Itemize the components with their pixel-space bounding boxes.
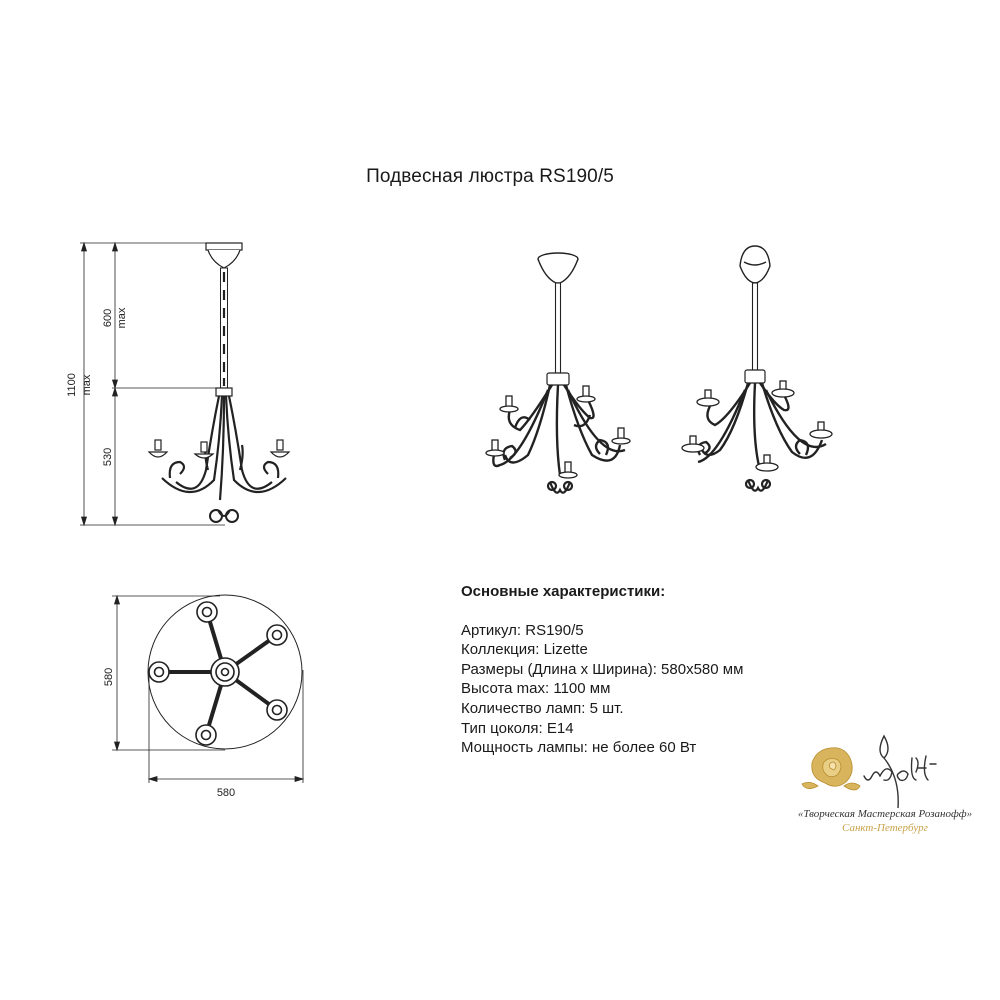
- finial: [210, 510, 238, 522]
- total-height-label: 1100: [66, 373, 78, 397]
- hub: [216, 388, 232, 396]
- depth-label: 580: [103, 667, 115, 687]
- arms-b: [698, 383, 826, 470]
- total-height-note: max: [81, 374, 93, 396]
- top-hub: [211, 658, 239, 686]
- height-dimension-lines: [80, 243, 225, 525]
- chain-length-note: max: [116, 307, 128, 329]
- rod-b: [753, 283, 758, 370]
- top-dimension-lines: [112, 596, 303, 783]
- page-title: Подвесная люстра RS190/5: [366, 166, 614, 187]
- perspective-view-a: [486, 253, 630, 493]
- chain: [221, 268, 228, 388]
- perspective-view-b: [682, 246, 832, 491]
- logo-city: Санкт-Петербург: [842, 822, 928, 834]
- spec-lamp-count: Количество ламп: 5 шт.: [461, 699, 624, 717]
- spec-collection: Коллекция: Lizette: [461, 641, 588, 659]
- canopy-a: [538, 253, 578, 283]
- top-view: [103, 595, 303, 799]
- finial-b: [746, 480, 770, 491]
- spec-max-height: Высота max: 1100 мм: [461, 680, 611, 698]
- arms: [162, 396, 286, 500]
- width-label: 580: [216, 787, 236, 799]
- arms-a: [493, 385, 625, 475]
- front-elevation: [66, 243, 289, 525]
- specs-heading: Основные характеристики:: [461, 583, 666, 600]
- canopy: [206, 243, 242, 268]
- spec-dimensions: Размеры (Длина x Ширина): 580x580 мм: [461, 660, 744, 678]
- spec-lamp-power: Мощность лампы: не более 60 Вт: [461, 739, 697, 757]
- spec-socket-type: Тип цоколя: E14: [461, 719, 574, 737]
- spec-article: Артикул: RS190/5: [461, 621, 584, 639]
- specifications-block: [461, 582, 743, 758]
- body-height-label: 530: [102, 447, 114, 467]
- company-logo: [780, 728, 990, 860]
- canopy-b: [740, 246, 770, 283]
- logo-company-name: «Творческая Мастерская Розанофф»: [797, 808, 973, 820]
- rose-emblem-icon: [780, 728, 990, 808]
- finial-a: [548, 482, 572, 493]
- hub-a: [547, 373, 569, 385]
- hub-b: [745, 370, 765, 383]
- chain-length-label: 600: [102, 308, 114, 328]
- rod-a: [556, 283, 561, 373]
